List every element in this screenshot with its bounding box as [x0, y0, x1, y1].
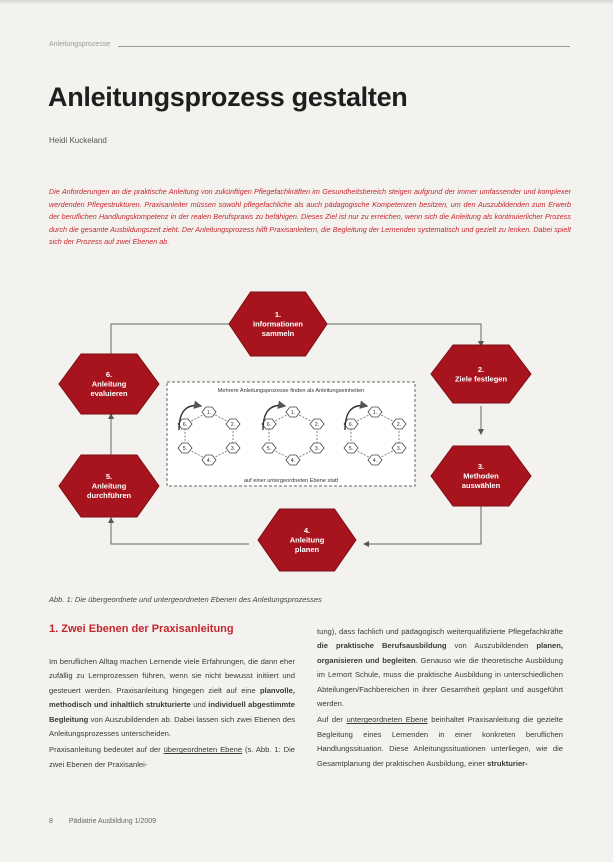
bold-run: die praktische Berufsausbildung: [317, 641, 447, 651]
step-6-label: 6. Anleitung evaluieren: [90, 370, 128, 398]
mini-step-label: 2.: [396, 422, 402, 428]
bold-run: planvolle, methodisch und inhaltlich strukturierte: [49, 685, 295, 710]
author-name: Heidi Kuckeland: [49, 136, 107, 145]
process-connector: [364, 502, 481, 544]
underlined-run: übergeordneten Ebene: [163, 745, 243, 755]
text-run: von Auszubildenden: [454, 641, 529, 651]
section-heading: 1. Zwei Ebenen der Praxisanleitung: [49, 623, 234, 635]
inner-level-box: [167, 382, 415, 486]
paragraph: [317, 713, 563, 771]
mini-step-label: 4.: [372, 458, 378, 464]
paragraph: [49, 743, 295, 772]
mini-step-label: 4.: [290, 458, 296, 464]
text-column-right: [317, 625, 563, 773]
page-number: 8: [49, 818, 53, 825]
section-kicker: Anleitungsprozesse: [49, 41, 111, 48]
text-run: Praxisanleitung bedeutet auf der: [49, 745, 161, 755]
text-run: Im beruflichen Alltag machen Lernende viele Erfahrungen, die dann eher zufällig zu Lernprozessen führen, wenn sie nicht bewusst initiiert und gesteuert werden. Praxisanleitung hingegen zielt auf eine: [49, 657, 295, 695]
process-connector: [111, 518, 249, 544]
article-title: Anleitungsprozess gestalten: [48, 82, 408, 112]
mini-step-label: 1.: [290, 410, 296, 416]
paragraph: [49, 655, 295, 741]
paragraph: [317, 625, 563, 711]
step-5-label: 5. Anleitung durchführen: [86, 472, 132, 500]
journal-name: Pädiatrie Ausbildung 1/2009: [68, 818, 157, 825]
mini-step-label: 1.: [372, 410, 378, 416]
mini-step-label: 6.: [348, 422, 354, 428]
text-run: tung), dass fachlich und pädagogisch weiterqualifizierte Pflegefachkräfte: [317, 627, 563, 636]
text-run: und: [193, 700, 206, 710]
text-column-left: [49, 655, 295, 774]
mini-step-label: 3.: [314, 446, 320, 452]
bold-run: planen, organisieren und begleiten: [317, 641, 563, 665]
mini-step-label: 4.: [206, 458, 212, 464]
text-run: von Auszubildenden ab. Dabei lassen sich zwei Ebenen des Anleitungsprozesses unterscheiden.: [49, 714, 295, 739]
process-diagram: [49, 286, 571, 576]
figure-caption: Abb. 1: Die übergeordnete und untergeordneten Ebenen des Anleitungsprozesses: [49, 595, 322, 604]
mini-step-label: 1.: [206, 410, 212, 416]
text-run: beinhaltet Praxisanleitung die gezielte Begleitung eines Lernenden in einer konkreten beruflichen Handlungssituation. Diese Anleitungssituationen unterliegen, wie die Gesamtplanung der praktischen Ausbildung, einer: [317, 715, 563, 768]
bold-run: strukturier-: [487, 758, 528, 768]
step-1-label: 1. Informationen sammeln: [253, 310, 303, 338]
process-connector: [307, 324, 481, 346]
mini-step-label: 3.: [230, 446, 236, 452]
mini-step-label: 6.: [182, 422, 188, 428]
process-connector: [111, 324, 247, 354]
bold-run: individuell abgestimmte Begleitung: [49, 700, 295, 724]
underlined-run: untergeordneten Ebene: [346, 715, 428, 725]
page-top-shadow: [0, 0, 613, 5]
kicker-rule: [118, 46, 570, 47]
step-2-label: 2. Ziele festlegen: [454, 364, 508, 384]
mini-step-label: 2.: [314, 422, 320, 428]
mini-step-label: 5.: [266, 446, 272, 452]
mini-step-label: 5.: [182, 446, 188, 452]
mini-step-label: 3.: [396, 446, 402, 452]
text-run: (s. Abb. 1: Die zwei Ebenen der Praxisanlei-: [49, 745, 295, 769]
mini-step-label: 2.: [230, 422, 236, 428]
process-diagram-svg: [49, 286, 571, 576]
text-run: . Genauso wie die theoretische Ausbildung im Lernort Schule, muss die praktische Ausbildung in unterschiedlichen Abteilungen/Fachbereichen in ihrer Gesamtheit geplant und ausgeführt werden.: [317, 655, 563, 709]
step-3-label: 3. Methoden auswählen: [461, 462, 501, 490]
intro-paragraph: Die Anforderungen an die praktische Anleitung von zukünftigen Pflegefachkräften im Gesundheitsbereich steigen aufgrund der immer umfassender und komplexer werdenden Pflegestrukturen. Praxisanleiter müssen sowohl pflegefachliche als auch pädagogische Kompetenzen besitzen, um den Auszubildenden zum Erwerb der beruflichen Handlungskompetenz in der realen Berufspraxis zu befähigen. Dieses Ziel ist nur zu erreichen, wenn sich die Anleitung als kontinuierlicher Prozess durch die gesamte Ausbildungszeit zieht. Der Anleitungsprozess hilft Praxisanleitern, die Begleitung der Lernenden systematisch und gezielt zu lenken. Dabei spielt sich der Prozess auf zwei Ebenen ab.: [49, 187, 571, 247]
inner-bottom-label: auf einer untergeordneten Ebene statt: [243, 478, 339, 484]
text-run: Auf der: [317, 715, 343, 725]
mini-step-label: 6.: [266, 422, 272, 428]
step-4-label: 4. Anleitung planen: [289, 526, 325, 554]
mini-step-label: 5.: [348, 446, 354, 452]
page-footer: [49, 818, 156, 825]
inner-top-label: Mehrere Anleitungsprozesse finden als Anleitungseinheiten: [217, 388, 365, 394]
